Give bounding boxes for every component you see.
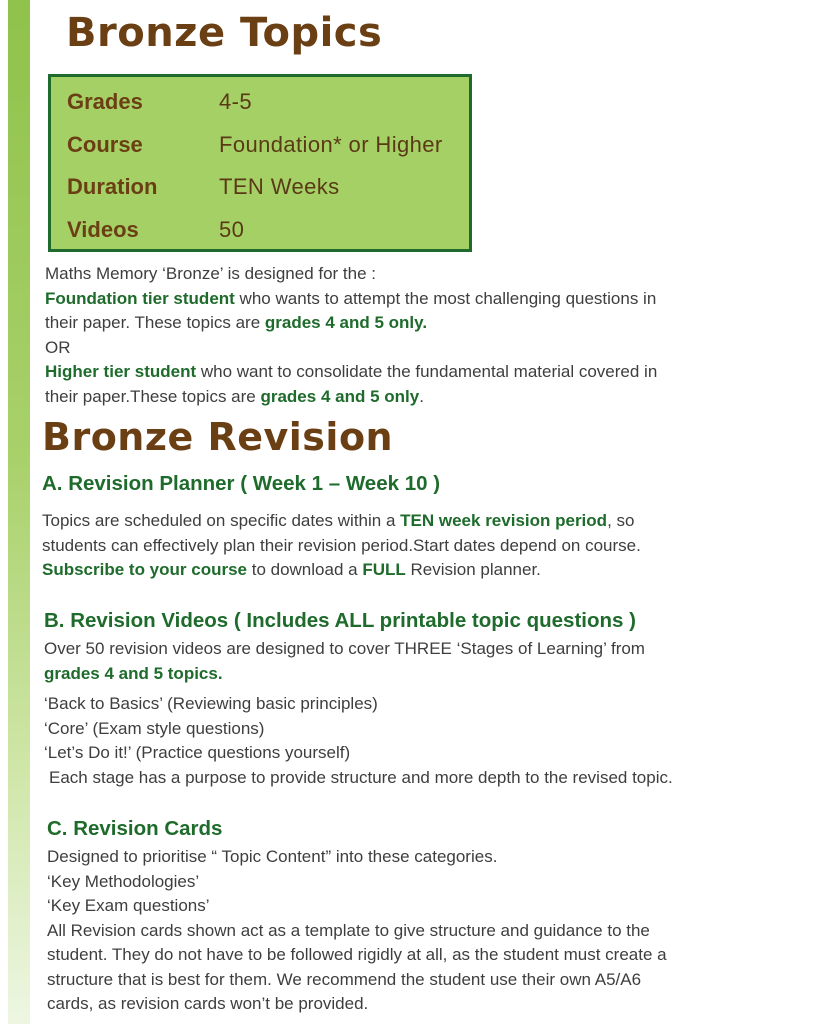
- revision-planner-heading: A. Revision Planner ( Week 1 – Week 10 ): [42, 472, 441, 495]
- revision-videos-heading: B. Revision Videos ( Includes ALL printable topic questions ): [44, 609, 636, 632]
- text-span: Topics are scheduled on specific dates within a: [42, 511, 401, 530]
- grades-highlight: grades 4 and 5 topics.: [44, 663, 223, 683]
- planner-line: students can effectively plan their revision period.Start dates depend on course.: [42, 535, 641, 555]
- text-span: who wants to attempt the most challenging questions in: [234, 288, 657, 308]
- revision-planner-text: [42, 509, 641, 583]
- foundation-line-2: [45, 311, 657, 336]
- info-value: 4-5: [219, 89, 252, 114]
- cards-line: ‘Key Methodologies’: [47, 871, 200, 891]
- learning-stages-list: [44, 692, 673, 790]
- text-span: , so: [607, 511, 635, 530]
- ten-week-highlight: TEN week revision period: [400, 511, 608, 530]
- info-row-videos: [51, 209, 469, 249]
- text-span: .: [419, 386, 424, 406]
- stage-lets-do-it: ‘Let’s Do it!’ (Practice questions yourself): [44, 743, 351, 762]
- text-span: to download a: [247, 560, 363, 579]
- stage-core: ‘Core’ (Exam style questions): [44, 718, 265, 738]
- info-label: Duration: [67, 174, 158, 199]
- page-title-bronze-topics: Bronze Topics: [66, 10, 383, 56]
- text-span: Revision planner.: [405, 560, 541, 579]
- info-row-grades: [51, 81, 469, 121]
- intro-line: Maths Memory ‘Bronze’ is designed for the :: [45, 264, 377, 283]
- info-value: 50: [219, 217, 245, 242]
- subscribe-link[interactable]: Subscribe to your course: [42, 560, 247, 579]
- course-info-box: [48, 74, 472, 252]
- stage-back-to-basics: ‘Back to Basics’ (Reviewing basic principles): [44, 694, 378, 713]
- text-span: their paper. These topics are: [45, 313, 265, 332]
- info-value: Foundation* or Higher: [219, 132, 443, 157]
- green-sidebar-bar: [8, 0, 30, 1024]
- full-highlight: FULL: [362, 560, 406, 579]
- info-row-course: [51, 124, 469, 164]
- higher-tier-label: Higher tier student: [45, 362, 197, 381]
- higher-line-2: [45, 385, 657, 410]
- grades-highlight: grades 4 and 5 only: [260, 386, 420, 406]
- foundation-tier-label: Foundation tier student: [45, 288, 235, 308]
- cards-line: student. They do not have to be followed rigidly at all, as the student must create a: [47, 945, 667, 964]
- revision-cards-text: [47, 845, 667, 1017]
- cards-line: ‘Key Exam questions’: [47, 896, 210, 915]
- info-label: Videos: [67, 217, 139, 242]
- section-title-bronze-revision: Bronze Revision: [42, 415, 394, 459]
- info-row-duration: [51, 166, 469, 206]
- cards-line: structure that is best for them. We recommend the student use their own A5/A6: [47, 969, 642, 989]
- revision-videos-text: [44, 637, 645, 686]
- info-label: Grades: [67, 89, 143, 114]
- cards-line: All Revision cards shown act as a template to give structure and guidance to the: [47, 920, 650, 940]
- cards-line: cards, as revision cards won’t be provided.: [47, 994, 369, 1013]
- planner-line: [42, 558, 641, 583]
- info-label: Course: [67, 132, 143, 157]
- videos-line: Over 50 revision videos are designed to cover THREE ‘Stages of Learning’ from: [44, 639, 645, 658]
- stages-purpose-text: Each stage has a purpose to provide structure and more depth to the revised topic.: [49, 767, 673, 787]
- cards-line: Designed to prioritise “ Topic Content” into these categories.: [47, 847, 498, 866]
- text-span: their paper.These topics are: [45, 386, 261, 406]
- intro-paragraph: [45, 262, 657, 409]
- grades-highlight: grades 4 and 5 only.: [264, 313, 428, 332]
- planner-line: [42, 509, 641, 534]
- info-value: TEN Weeks: [219, 174, 340, 199]
- or-text: OR: [45, 337, 71, 357]
- higher-line: [45, 360, 657, 385]
- foundation-line: [45, 287, 657, 312]
- revision-cards-heading: C. Revision Cards: [47, 817, 223, 840]
- text-span: who want to consolidate the fundamental material covered in: [196, 362, 658, 381]
